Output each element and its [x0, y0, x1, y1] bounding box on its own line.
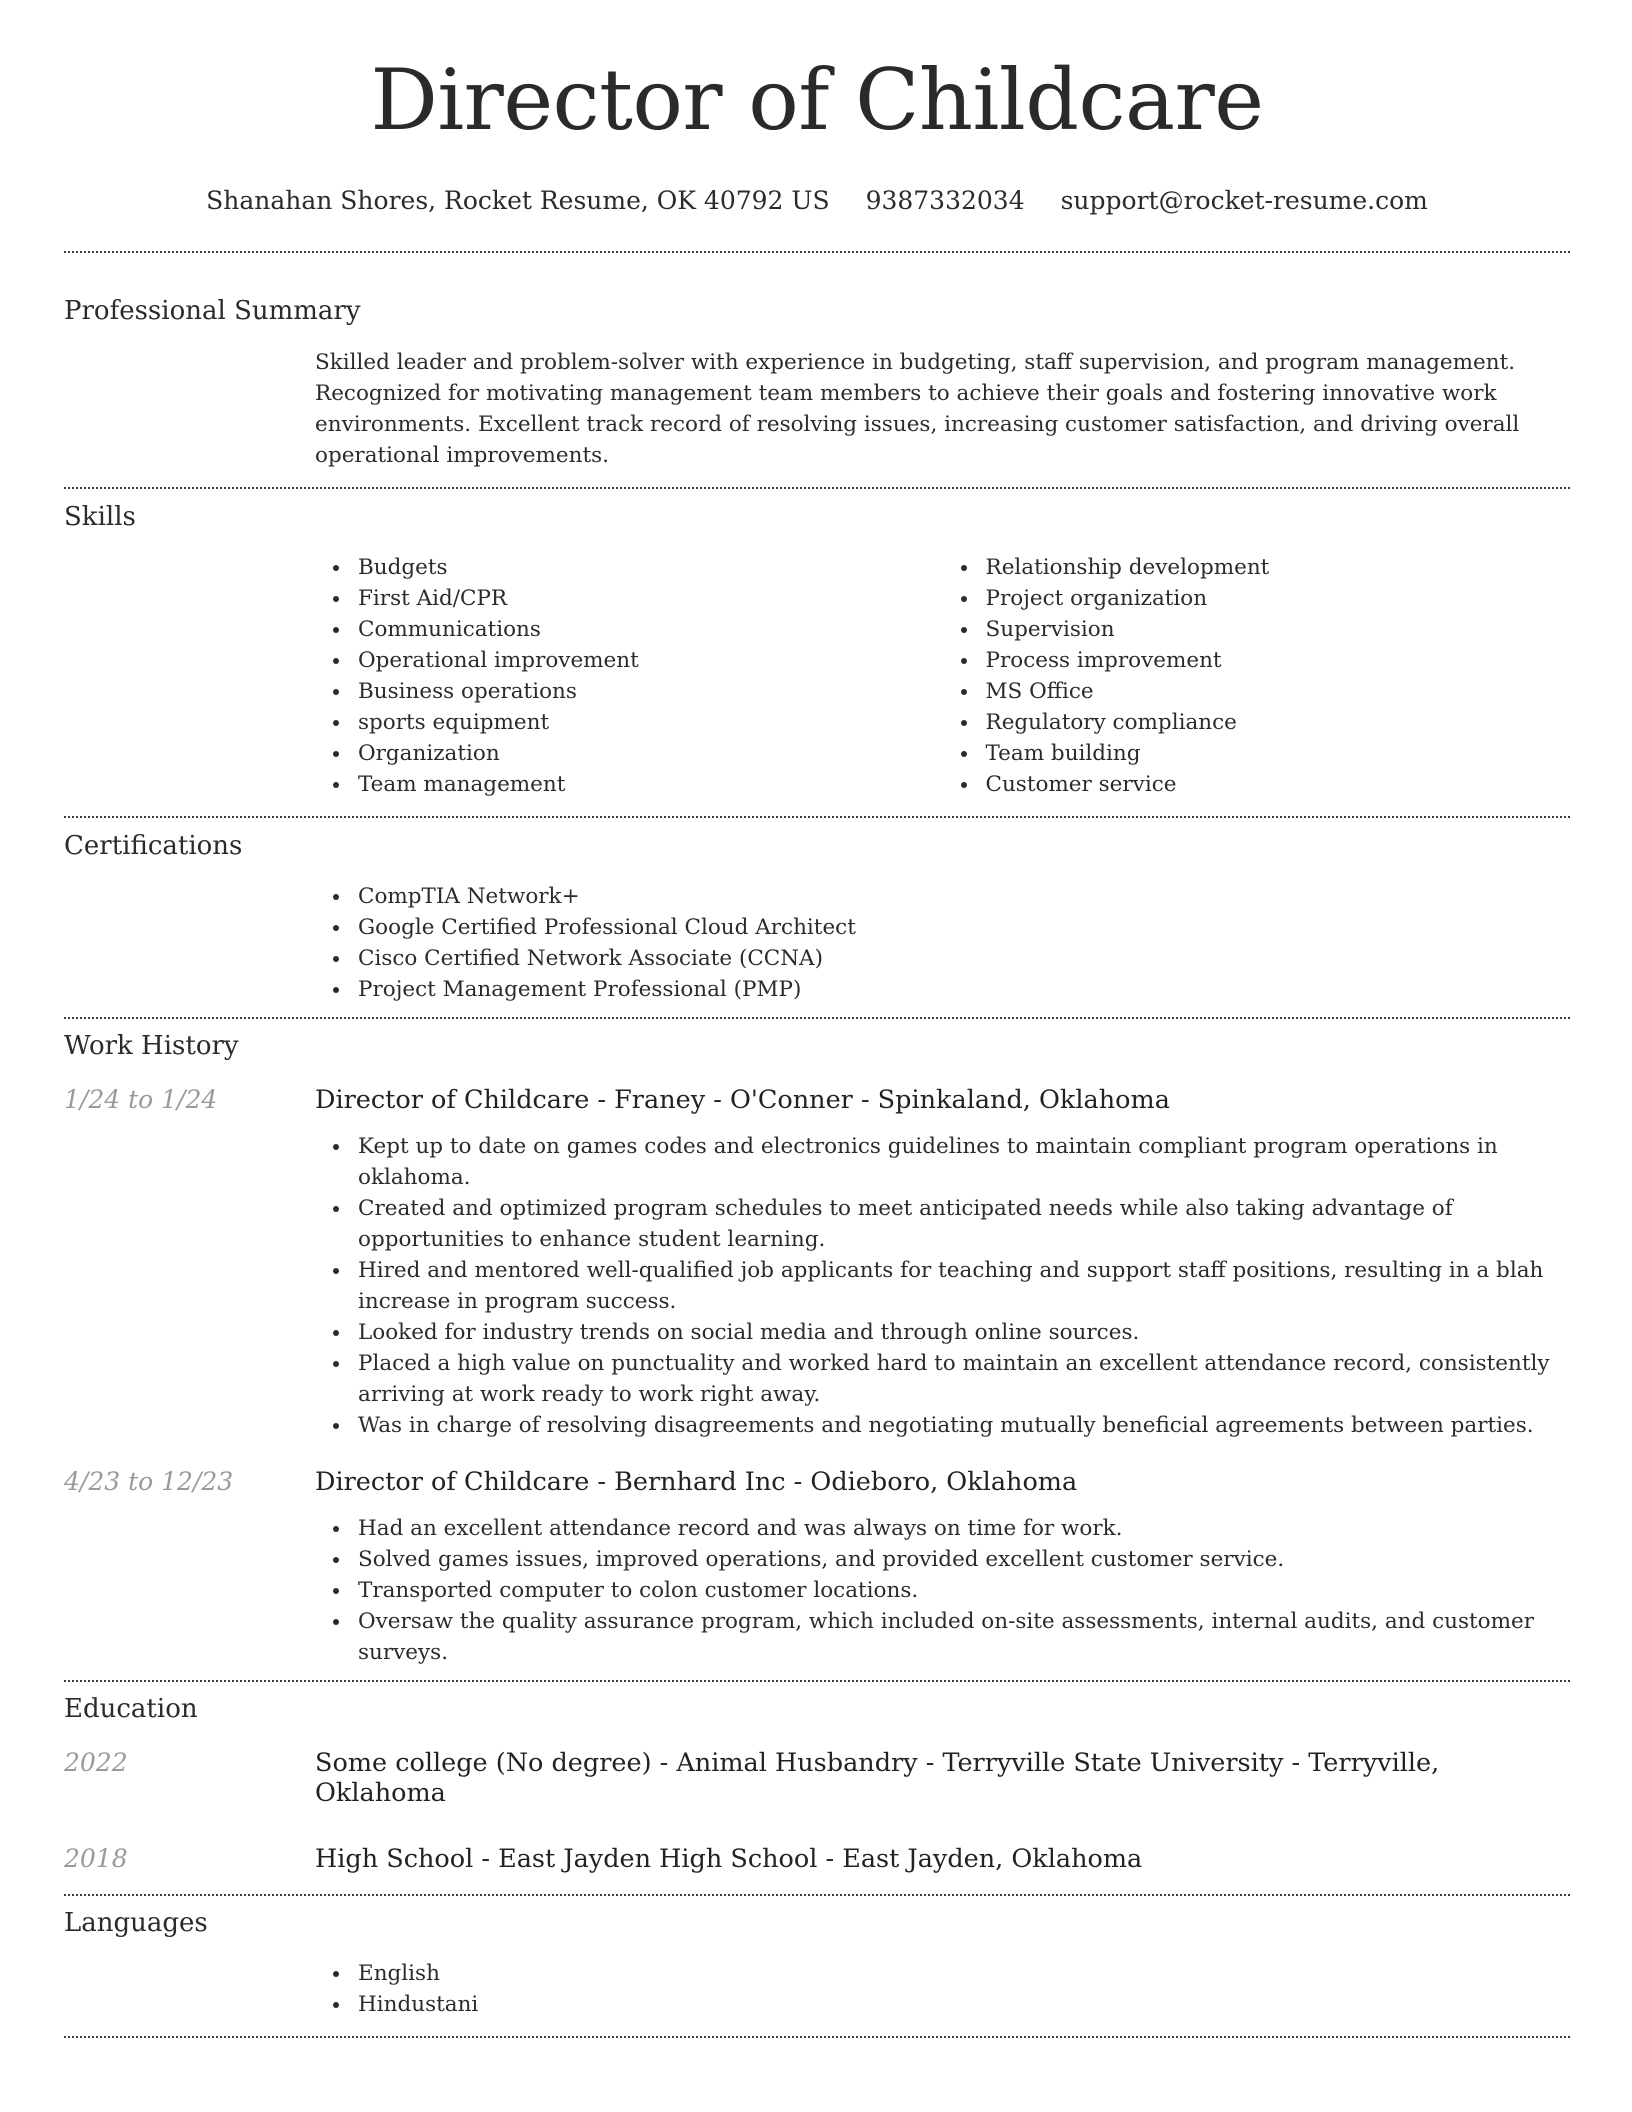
education-detail: High School - East Jayden High School - East Jayden, Oklahoma [315, 1844, 1143, 1874]
skills-list [315, 552, 1570, 800]
list-item: Communications [358, 614, 943, 645]
list-item: Kept up to date on games codes and electronics guidelines to maintain compliant program operations in oklahoma. [358, 1131, 1570, 1193]
section-title-summary: Professional Summary [64, 296, 361, 326]
divider [64, 2036, 1570, 2038]
list-item: Had an excellent attendance record and was always on time for work. [358, 1513, 1570, 1544]
list-item: Created and optimized program schedules to meet anticipated needs while also taking advantage of opportunities to enhance student learning. [358, 1193, 1570, 1255]
list-item: Project organization [986, 583, 1571, 614]
job-bullets [315, 1131, 1570, 1441]
divider [64, 1017, 1570, 1019]
list-item: Team management [358, 769, 943, 800]
education-entry [64, 1844, 1570, 1874]
list-item: Cisco Certified Network Associate (CCNA) [358, 943, 1570, 974]
divider [64, 816, 1570, 818]
list-item: Solved games issues, improved operations, and provided excellent customer service. [358, 1544, 1570, 1575]
list-item: Oversaw the quality assurance program, which included on-site assessments, internal audits, and customer surveys. [358, 1606, 1570, 1668]
list-item: Customer service [986, 769, 1571, 800]
divider [64, 1680, 1570, 1682]
section-title-education: Education [64, 1694, 198, 1724]
list-item: Google Certified Professional Cloud Architect [358, 912, 1570, 943]
languages-list [315, 1958, 1570, 2020]
contact-address: Shanahan Shores, Rocket Resume, OK 40792 US [206, 186, 830, 215]
summary-text: Skilled leader and problem-solver with experience in budgeting, staff supervision, and program management. Recognized for motivating management team members to achieve their goals and fostering innovative work environments. Excellent track record of resolving issues, increasing customer satisfaction, and driving overall operational improvements. [315, 350, 1520, 468]
education-year: 2022 [64, 1748, 128, 1777]
list-item: Hired and mentored well-qualified job applicants for teaching and support staff positions, resulting in a blah increase in program success. [358, 1255, 1570, 1317]
divider [64, 1894, 1570, 1896]
job-title: Director of Childcare - Bernhard Inc - Odieboro, Oklahoma [315, 1467, 1078, 1497]
list-item: English [358, 1958, 1570, 1989]
list-item: Budgets [358, 552, 943, 583]
contact-line [64, 186, 1570, 215]
certifications-list [315, 881, 1570, 1005]
job-title: Director of Childcare - Franey - O'Conner - Spinkaland, Oklahoma [315, 1085, 1170, 1115]
list-item: Relationship development [986, 552, 1571, 583]
divider [64, 251, 1570, 253]
job-dates: 1/24 to 1/24 [64, 1085, 218, 1114]
job-bullets [315, 1513, 1570, 1668]
contact-phone: 9387332034 [865, 186, 1025, 215]
list-item: Was in charge of resolving disagreements and negotiating mutually beneficial agreements between parties. [358, 1410, 1570, 1441]
list-item: Project Management Professional (PMP) [358, 974, 1570, 1005]
section-title-work-history: Work History [64, 1031, 239, 1061]
list-item: Operational improvement [358, 645, 943, 676]
section-title-languages: Languages [64, 1908, 208, 1938]
education-detail: Some college (No degree) - Animal Husbandry - Terryville State University - Terryville, Oklahoma [315, 1748, 1440, 1808]
job-dates: 4/23 to 12/23 [64, 1467, 234, 1496]
list-item: Process improvement [986, 645, 1571, 676]
contact-email: support@rocket-resume.com [1060, 186, 1428, 215]
section-title-certifications: Certifications [64, 831, 243, 861]
education-year: 2018 [64, 1844, 128, 1873]
list-item: Placed a high value on punctuality and worked hard to maintain an excellent attendance record, consistently arriving at work ready to work right away. [358, 1348, 1570, 1410]
education-entry [64, 1748, 1570, 1808]
resume-name: Director of Childcare [370, 51, 1264, 149]
list-item: MS Office [986, 676, 1571, 707]
job-entry [64, 1467, 1570, 1497]
list-item: CompTIA Network+ [358, 881, 1570, 912]
list-item: Business operations [358, 676, 943, 707]
list-item: Organization [358, 738, 943, 769]
list-item: Supervision [986, 614, 1571, 645]
divider [64, 487, 1570, 489]
skills-column-1 [315, 552, 943, 800]
list-item: Hindustani [358, 1989, 1570, 2020]
list-item: sports equipment [358, 707, 943, 738]
skills-column-2 [943, 552, 1571, 800]
resume-page [64, 0, 1570, 2038]
list-item: Regulatory compliance [986, 707, 1571, 738]
list-item: Looked for industry trends on social media and through online sources. [358, 1317, 1570, 1348]
list-item: Team building [986, 738, 1571, 769]
section-title-skills: Skills [64, 502, 136, 532]
list-item: First Aid/CPR [358, 583, 943, 614]
job-entry [64, 1085, 1570, 1115]
list-item: Transported computer to colon customer locations. [358, 1575, 1570, 1606]
